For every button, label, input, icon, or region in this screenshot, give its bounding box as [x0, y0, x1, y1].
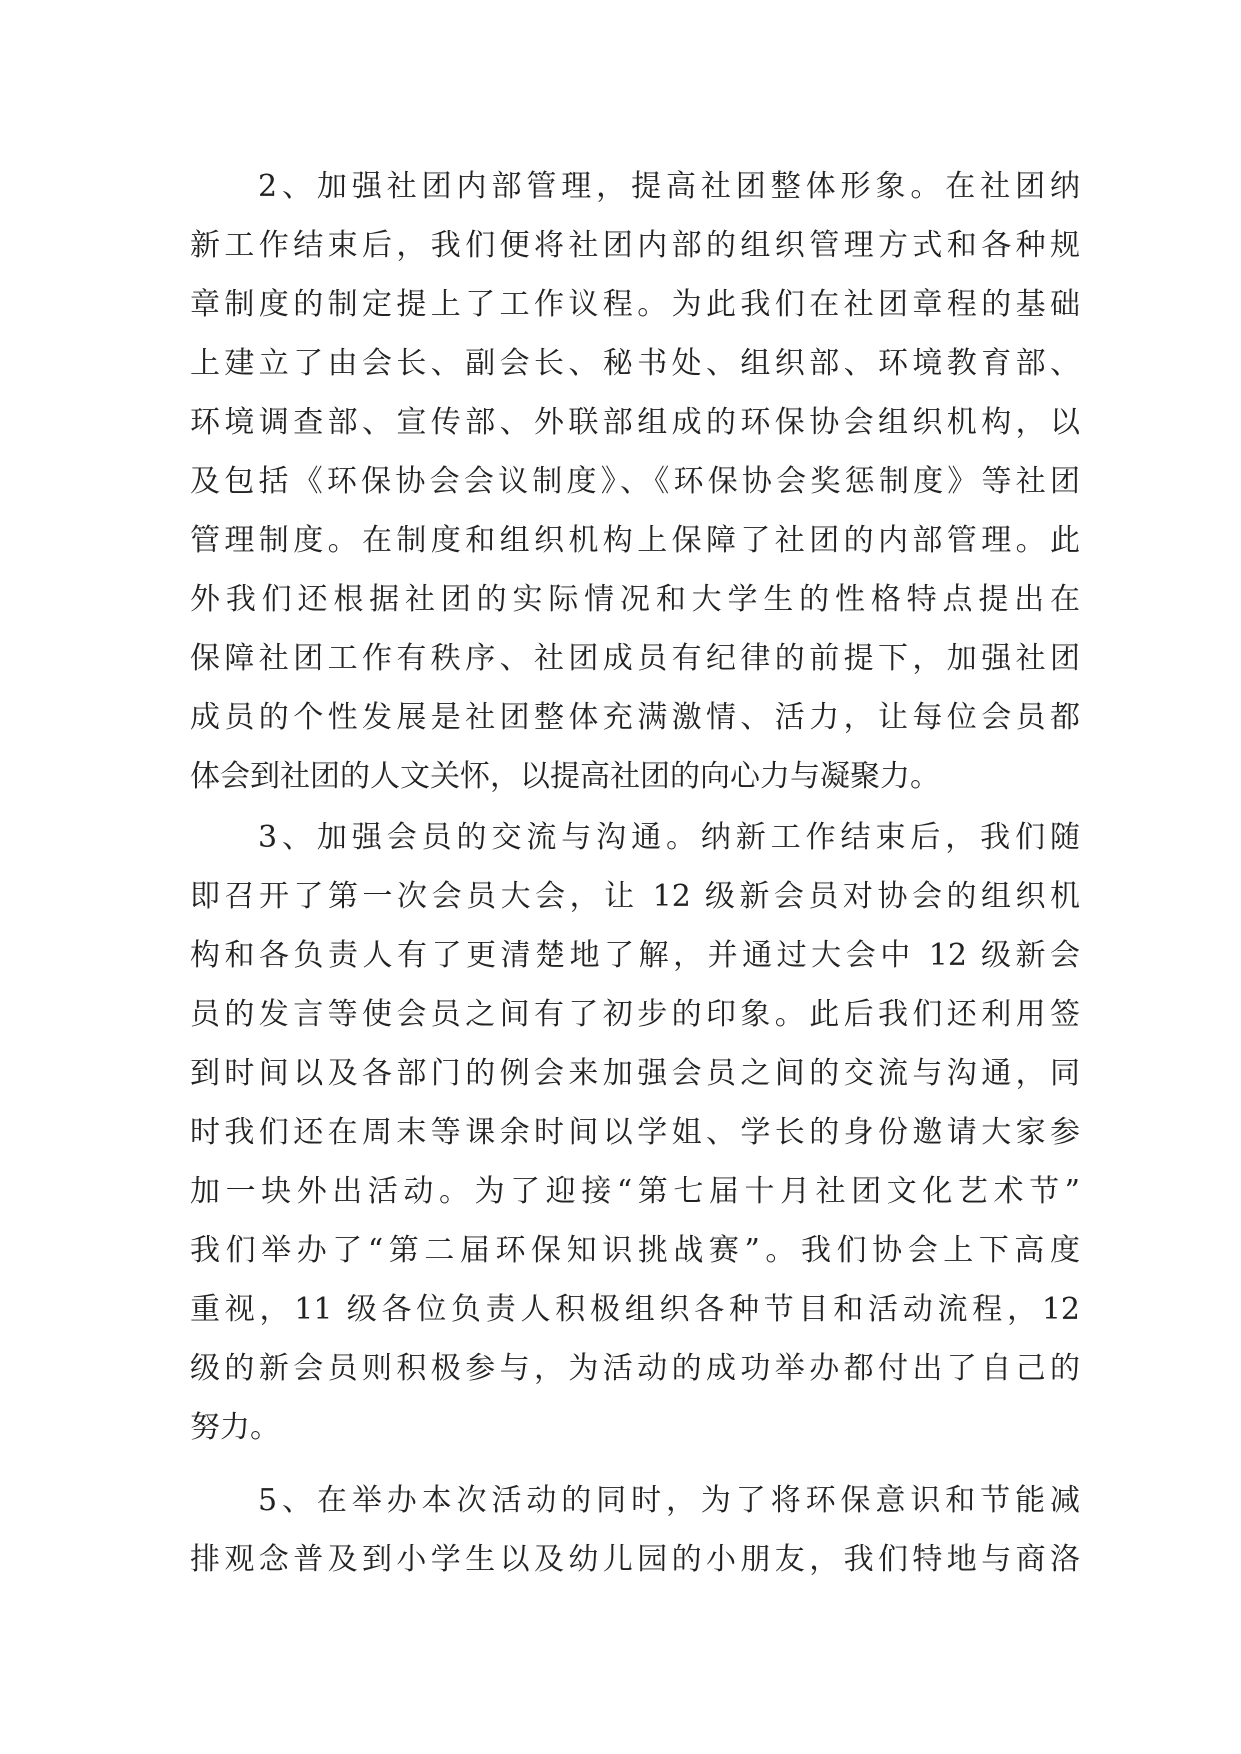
text-line: 级的新会员则积极参与，为活动的成功举办都付出了自己的 — [190, 1351, 1080, 1386]
text-line: 我们举办了“第二届环保知识挑战赛”。我们协会上下高度 — [190, 1233, 1080, 1268]
text-line: 成员的个性发展是社团整体充满激情、活力，让每位会员都 — [190, 700, 1080, 735]
text-line: 章制度的制定提上了工作议程。为此我们在社团章程的基础 — [190, 287, 1080, 322]
paragraph-3-member-communication — [190, 808, 1080, 1457]
text-line: 环境调查部、宣传部、外联部组成的环保协会组织机构，以 — [190, 405, 1080, 440]
text-line: 5、在举办本次活动的同时，为了将环保意识和节能减 — [258, 1483, 1080, 1518]
paragraph-2-internal-management — [190, 157, 1080, 806]
text-line: 2、加强社团内部管理，提高社团整体形象。在社团纳 — [258, 169, 1080, 204]
text-line: 即召开了第一次会员大会，让 12 级新会员对协会的组织机 — [190, 879, 1080, 914]
text-line: 管理制度。在制度和组织机构上保障了社团的内部管理。此 — [190, 523, 1080, 558]
text-line: 时我们还在周末等课余时间以学姐、学长的身份邀请大家参 — [190, 1115, 1080, 1150]
paragraph-5-outreach-activity — [190, 1471, 1080, 1589]
text-line: 保障社团工作有秩序、社团成员有纪律的前提下，加强社团 — [190, 641, 1080, 676]
text-line: 上建立了由会长、副会长、秘书处、组织部、环境教育部、 — [190, 346, 1080, 381]
document-body — [190, 157, 1080, 1589]
text-line: 及包括《环保协会会议制度》、《环保协会奖惩制度》等社团 — [190, 464, 1080, 499]
text-line: 努力。 — [190, 1410, 280, 1445]
text-line: 排观念普及到小学生以及幼儿园的小朋友，我们特地与商洛 — [190, 1542, 1080, 1577]
text-line: 新工作结束后，我们便将社团内部的组织管理方式和各种规 — [190, 228, 1080, 263]
text-line: 到时间以及各部门的例会来加强会员之间的交流与沟通，同 — [190, 1056, 1080, 1091]
text-line: 体会到社团的人文关怀，以提高社团的向心力与凝聚力。 — [190, 759, 940, 794]
text-line: 员的发言等使会员之间有了初步的印象。此后我们还利用签 — [190, 997, 1080, 1032]
text-line: 外我们还根据社团的实际情况和大学生的性格特点提出在 — [190, 582, 1080, 617]
text-line: 3、加强会员的交流与沟通。纳新工作结束后，我们随 — [258, 820, 1080, 855]
text-line: 重视，11 级各位负责人积极组织各种节目和活动流程，12 — [190, 1292, 1080, 1327]
text-line: 加一块外出活动。为了迎接“第七届十月社团文化艺术节” — [190, 1174, 1080, 1209]
text-line: 构和各负责人有了更清楚地了解，并通过大会中 12 级新会 — [190, 938, 1080, 973]
